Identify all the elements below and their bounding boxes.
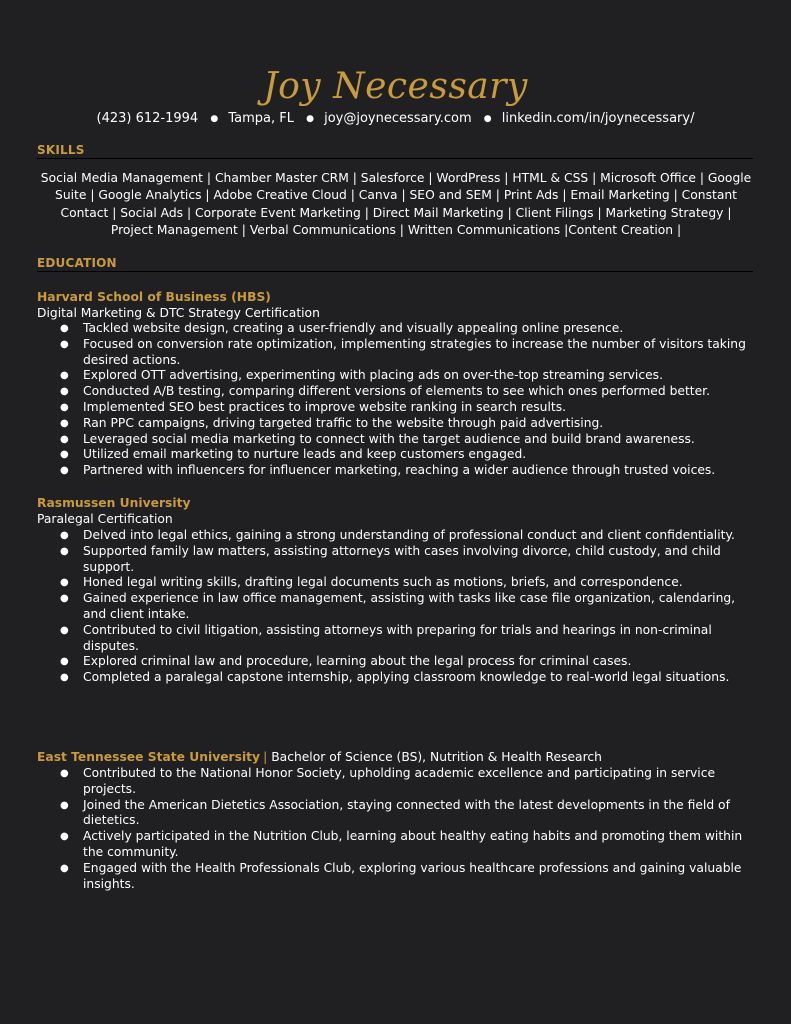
achievement-list bbox=[0, 528, 760, 686]
list-item: ● Gained experience in law office management, assisting with tasks like case file organization, calendaring, and client intake. bbox=[0, 591, 760, 623]
list-item: ● Explored OTT advertising, experimenting with placing ads on over-the-top streaming services. bbox=[0, 368, 760, 384]
list-item: ● Actively participated in the Nutrition Club, learning about healthy eating habits and promoting them within the community. bbox=[0, 829, 760, 861]
bullet-separator: ● bbox=[483, 114, 492, 124]
list-item: ● Contributed to civil litigation, assisting attorneys with preparing for trials and hearings in non-criminal disputes. bbox=[0, 623, 760, 655]
list-item: ● Explored criminal law and procedure, learning about the legal process for criminal cases. bbox=[0, 654, 760, 670]
achievement-list bbox=[0, 321, 760, 479]
list-item: ● Utilized email marketing to nurture leads and keep customers engaged. bbox=[0, 447, 760, 463]
achievement-list bbox=[0, 766, 760, 892]
degree-name: Bachelor of Science (BS), Nutrition & Health Research bbox=[271, 750, 602, 764]
linkedin-link[interactable]: linkedin.com/in/joynecessary/ bbox=[501, 111, 695, 126]
education-heading: EDUCATION bbox=[37, 256, 753, 272]
bullet-separator: ● bbox=[306, 114, 314, 124]
list-item: ● Contributed to the National Honor Society, upholding academic excellence and participating in service projects. bbox=[0, 766, 760, 798]
list-item: ● Supported family law matters, assisting attorneys with cases involving divorce, child custody, and child support. bbox=[0, 544, 760, 576]
school-name: Harvard School of Business (HBS) bbox=[37, 290, 271, 304]
school-name: Rasmussen University bbox=[37, 496, 191, 510]
list-item: ● Conducted A/B testing, comparing different versions of elements to see which ones performed better. bbox=[0, 384, 760, 400]
resume-name: Joy Necessary bbox=[263, 66, 528, 107]
school-degree-line bbox=[37, 750, 602, 764]
list-item: ● Focused on conversion rate optimization, implementing strategies to increase the number of visitors taking desired actions. bbox=[0, 337, 760, 369]
contact-line bbox=[0, 111, 791, 126]
list-item: ● Partnered with influencers for influencer marketing, reaching a wider audience through trusted voices. bbox=[0, 463, 760, 479]
separator: | bbox=[263, 750, 268, 764]
bullet-separator: ● bbox=[210, 114, 219, 124]
list-item: ● Honed legal writing skills, drafting legal documents such as motions, briefs, and correspondence. bbox=[0, 575, 760, 591]
email-link[interactable]: joy@joynecessary.com bbox=[324, 111, 472, 126]
degree-name: Paralegal Certification bbox=[37, 512, 173, 526]
list-item: ● Implemented SEO best practices to improve website ranking in search results. bbox=[0, 400, 760, 416]
list-item: ● Tackled website design, creating a user-friendly and visually appealing online presence. bbox=[0, 321, 760, 337]
list-item: ● Completed a paralegal capstone internship, applying classroom knowledge to real-world legal situations. bbox=[0, 670, 760, 686]
list-item: ● Ran PPC campaigns, driving targeted traffic to the website through paid advertising. bbox=[0, 416, 760, 432]
school-name: East Tennessee State University bbox=[37, 750, 261, 764]
degree-name: Digital Marketing & DTC Strategy Certification bbox=[37, 306, 320, 320]
skills-list: Social Media Management | Chamber Master CRM | Salesforce | WordPress | HTML & CSS | Microsoft Office | Google Suite | Google Analytics | Adobe Creative Cloud | Canva | SEO and SEM | Print Ads | Email Marketing | Constant Contact | Social Ads | Corporate Event Marketing | Direct Mail Marketing | Client Filings | Marketing Strategy | Project Management | Verbal Communications | Written Communications |Content Creation | bbox=[40, 171, 752, 238]
location: Tampa, FL bbox=[228, 111, 294, 126]
skills-heading: SKILLS bbox=[37, 143, 753, 159]
phone-number: (423) 612-1994 bbox=[96, 111, 199, 126]
list-item: ● Leveraged social media marketing to connect with the target audience and build brand awareness. bbox=[0, 432, 760, 448]
list-item: ● Joined the American Dietetics Association, staying connected with the latest developments in the field of dietetics. bbox=[0, 798, 760, 830]
list-item: ● Delved into legal ethics, gaining a strong understanding of professional conduct and client confidentiality. bbox=[0, 528, 760, 544]
list-item: ● Engaged with the Health Professionals Club, exploring various healthcare professions and gaining valuable insights. bbox=[0, 861, 760, 893]
